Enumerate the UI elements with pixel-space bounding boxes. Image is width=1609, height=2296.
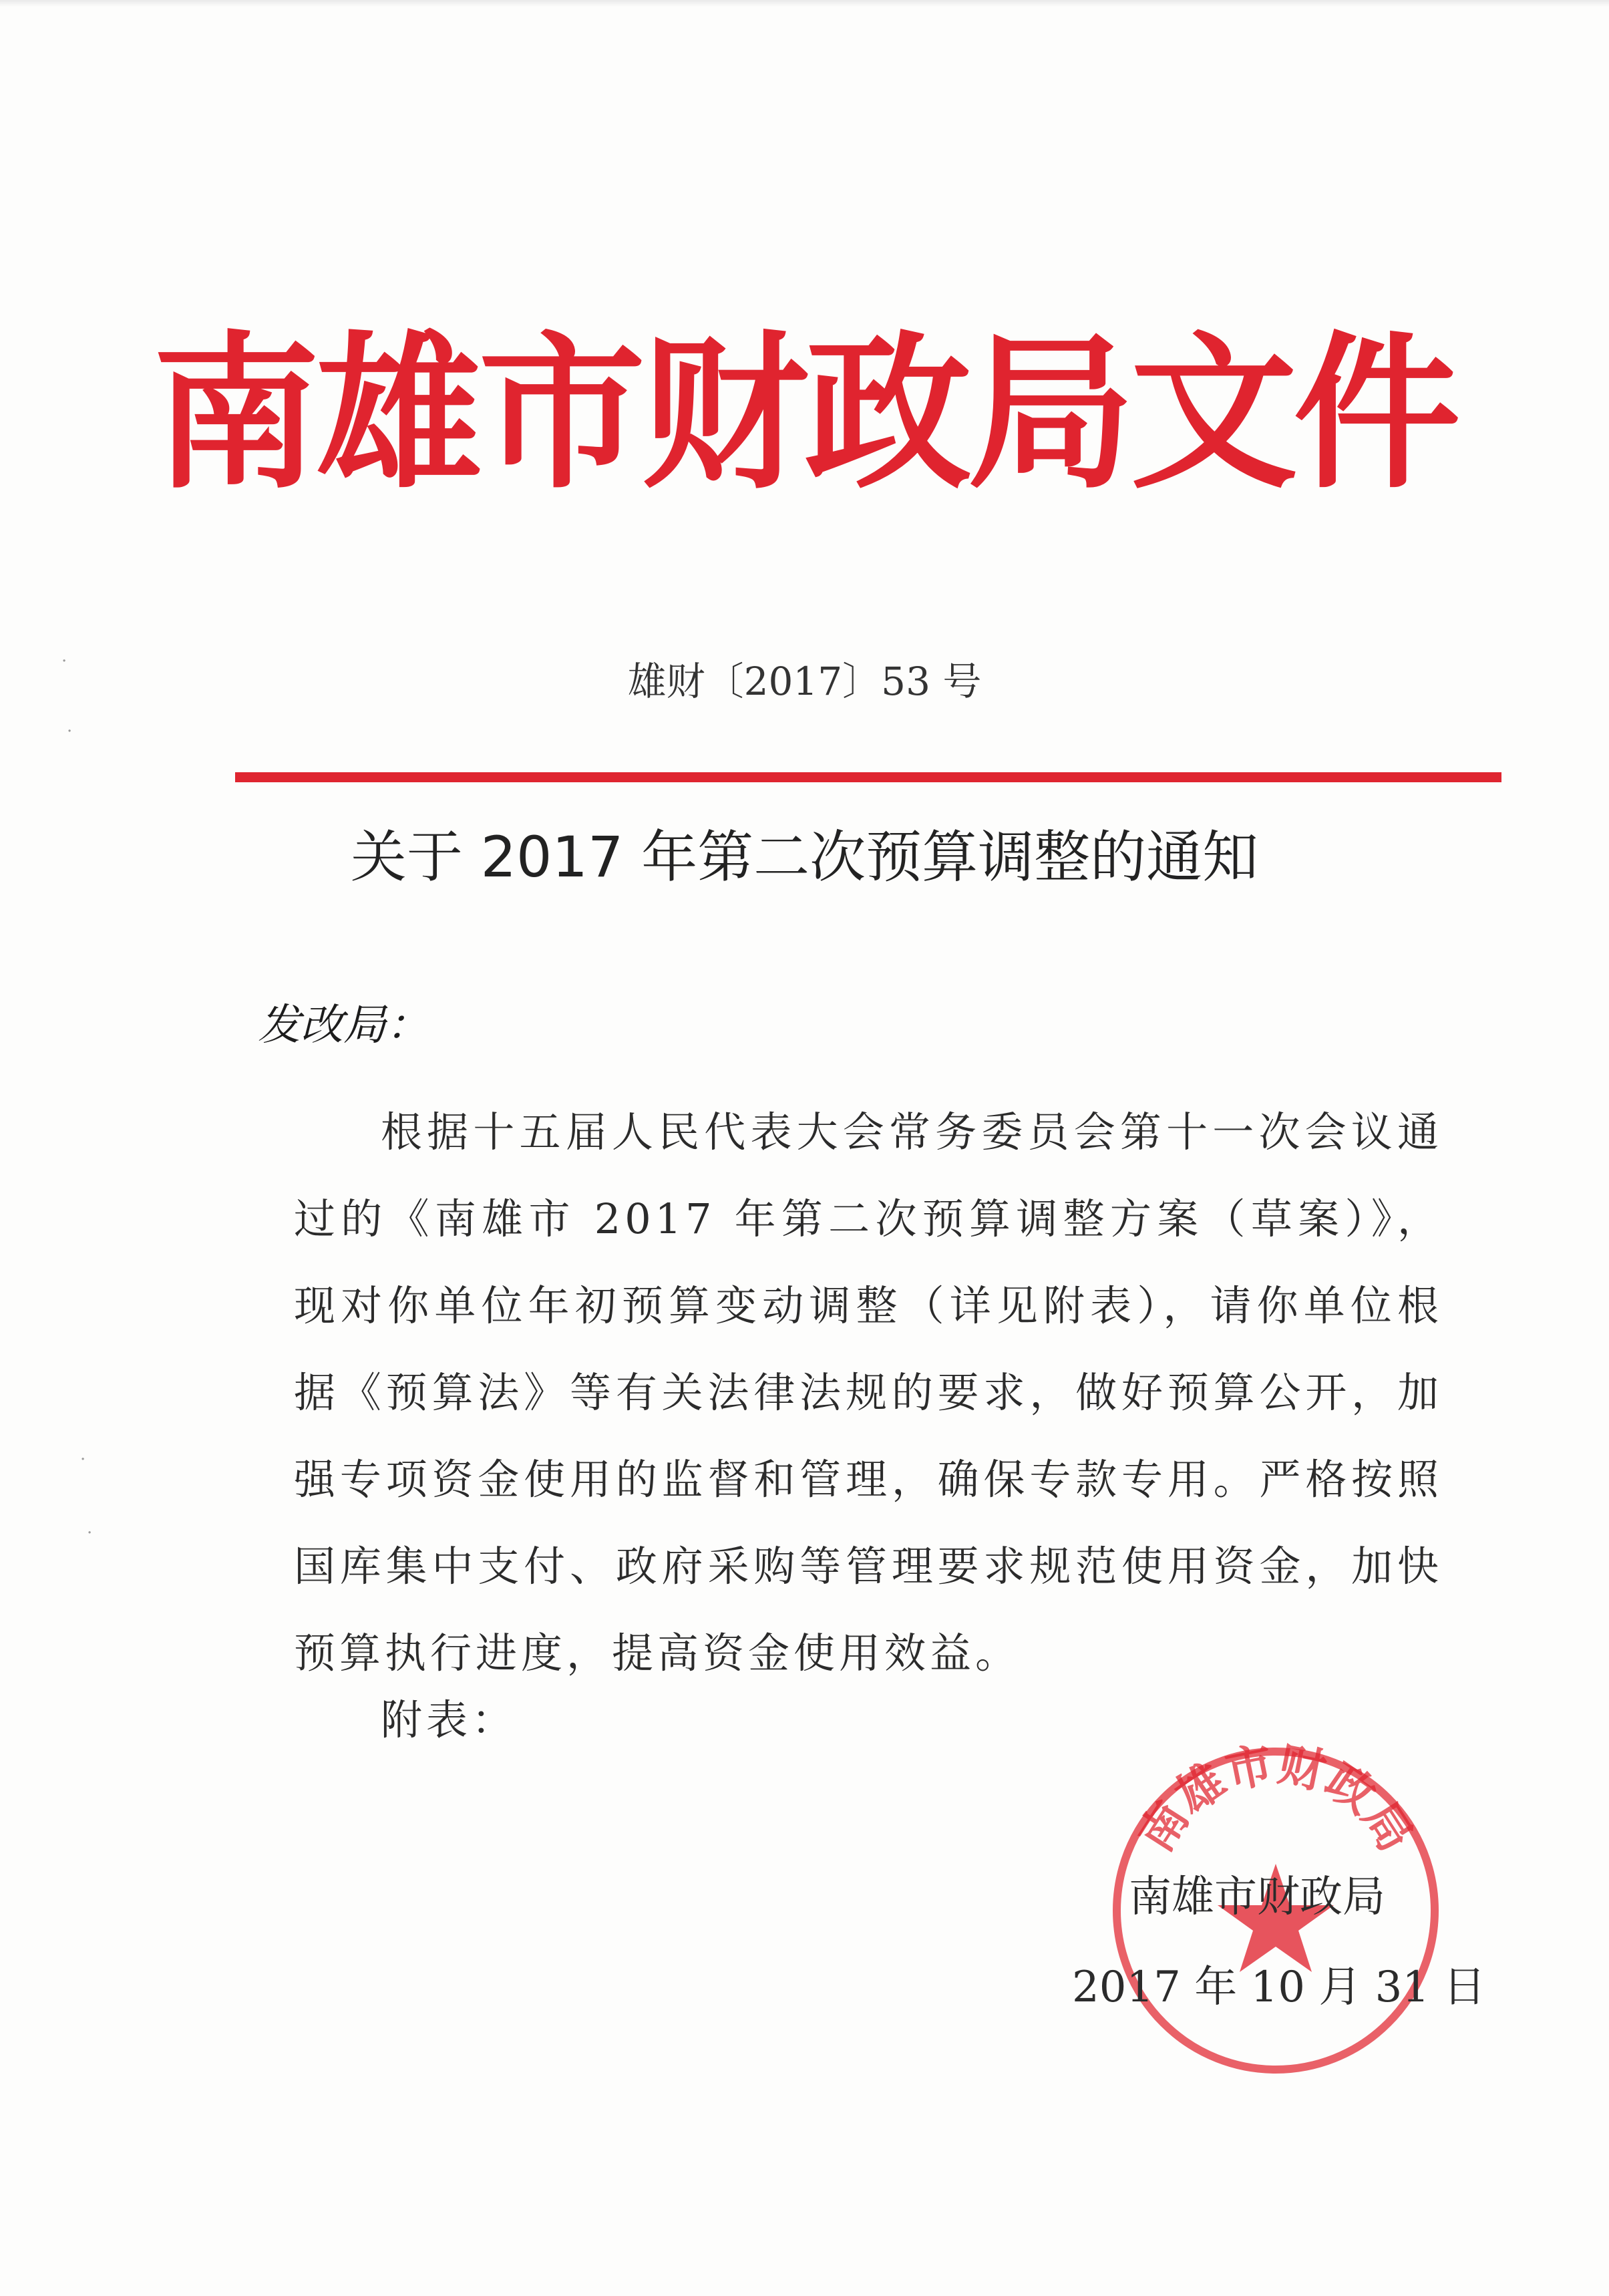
notice-title: 关于 2017 年第二次预算调整的通知 <box>350 824 1259 890</box>
recipient-handwritten: 发改局： <box>258 1001 429 1050</box>
signature-date: 2017 年 10 月 31 日 <box>1072 1963 1486 2012</box>
document-number: 雄财〔2017〕53 号 <box>627 659 982 704</box>
notice-body: 根据十五届人民代表大会常务委员会第十一次会议通过的《南雄市 2017 年第二次预算调整方案（草案）》，现对你单位年初预算变动调整（详见附表），请你单位根据《预算法》等有关法律法规的要求，做好预算公开，加强专项资金使用的监督和管理，确保专款专用。严格按照国库集中支付、政府采购等管理要求规范使用资金，加快预算执行进度，提高资金使用效益。 <box>294 1108 1443 1677</box>
issuer-heading: 南雄市财政局文件 <box>152 317 1457 511</box>
scan-speck: · <box>80 1450 86 1470</box>
signer-name: 南雄市财政局 <box>1129 1872 1385 1922</box>
attachment-label: 附表： <box>381 1695 518 1744</box>
scan-speck: · <box>67 721 73 742</box>
svg-text:南雄市财政局: 南雄市财政局 <box>1128 1737 1423 1861</box>
scan-edge <box>0 0 1609 7</box>
scan-speck: · <box>61 651 67 671</box>
red-divider <box>235 772 1501 782</box>
scan-speck: · <box>87 1523 93 1543</box>
